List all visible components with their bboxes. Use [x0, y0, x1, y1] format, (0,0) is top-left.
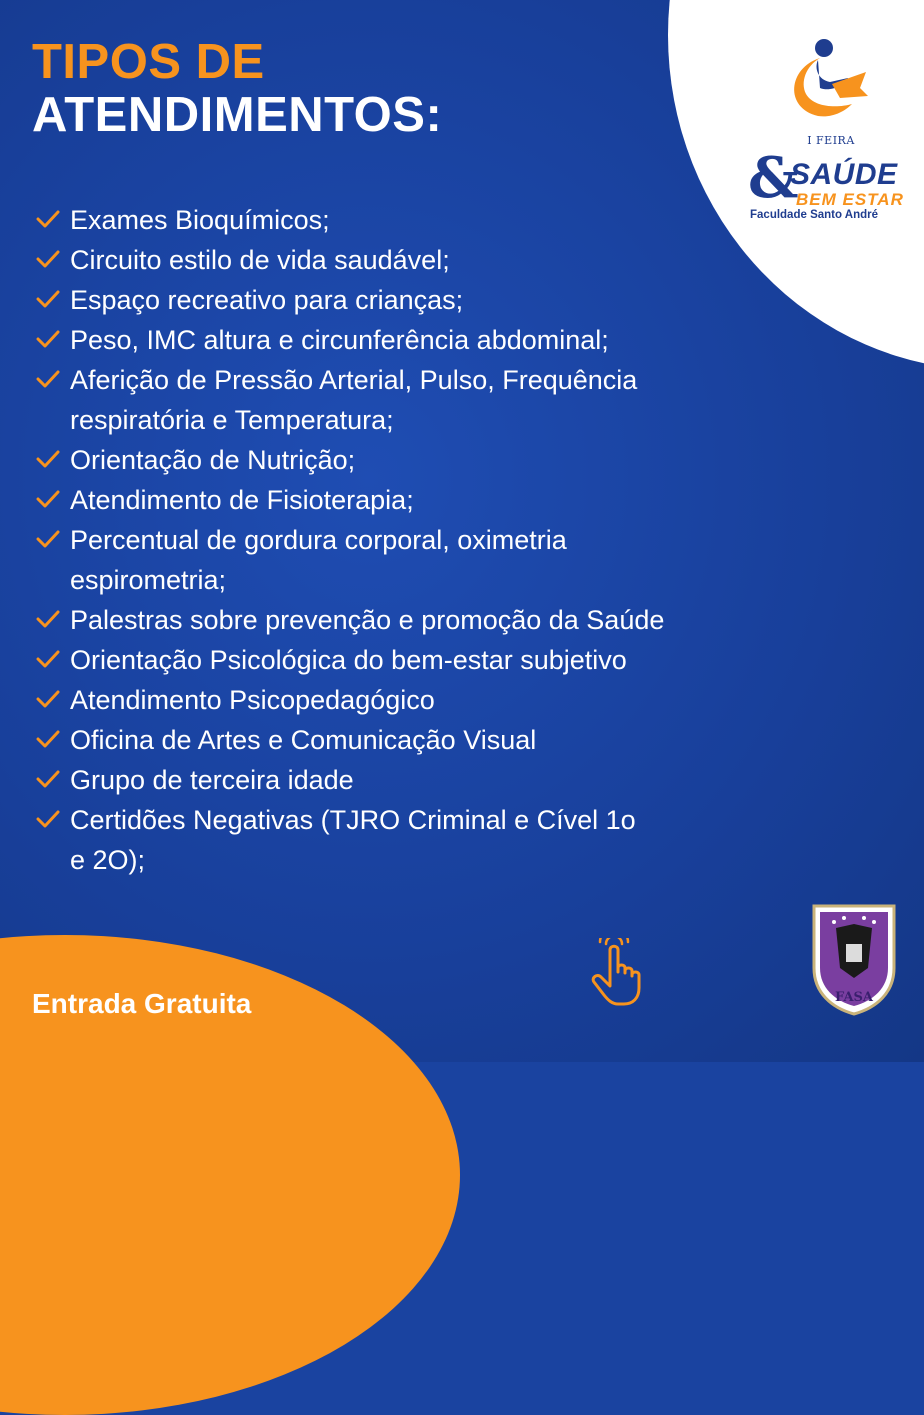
logo-saude-label: SAÚDE	[790, 158, 898, 191]
list-item	[34, 680, 814, 720]
list-item	[34, 280, 814, 320]
logo-ampersand: &	[748, 145, 799, 211]
list-item	[34, 720, 814, 760]
list-item	[34, 320, 814, 360]
check-icon	[36, 530, 60, 548]
pointing-hand-icon	[588, 938, 644, 1008]
check-icon	[36, 690, 60, 708]
list-item-text: Certidões Negativas (TJRO Criminal e Cível 1o	[70, 805, 636, 835]
list-item	[34, 640, 814, 680]
list-item	[34, 240, 814, 280]
check-icon	[36, 250, 60, 268]
free-entry-label: Entrada Gratuita	[32, 988, 252, 1019]
list-item	[34, 600, 814, 640]
page-title	[32, 36, 442, 142]
list-item-text: Exames Bioquímicos;	[70, 205, 330, 235]
list-item-text: Aferição de Pressão Arterial, Pulso, Frequência	[70, 365, 638, 395]
logo-feira-label: I FEIRA	[807, 134, 855, 147]
list-item-text-continued: espirometria;	[70, 565, 227, 595]
list-item-text: Percentual de gordura corporal, oximetria	[70, 525, 567, 555]
list-item-text: Espaço recreativo para crianças;	[70, 285, 464, 315]
list-item	[34, 760, 814, 800]
list-item-text: Circuito estilo de vida saudável;	[70, 245, 450, 275]
list-item-text: Palestras sobre prevenção e promoção da Saúde	[70, 605, 665, 635]
title-line-1: TIPOS DE	[32, 35, 265, 89]
check-icon	[36, 490, 60, 508]
check-icon	[36, 370, 60, 388]
check-icon	[36, 650, 60, 668]
check-icon	[36, 730, 60, 748]
services-list	[34, 200, 814, 880]
check-icon	[36, 450, 60, 468]
list-item-text-continued: respiratória e Temperatura;	[70, 405, 394, 435]
check-icon	[36, 770, 60, 788]
list-item-text-continued: e 2O);	[70, 845, 146, 875]
logo-faculdade-label: Faculdade Santo André	[750, 209, 879, 221]
check-icon	[36, 330, 60, 348]
check-icon	[36, 290, 60, 308]
list-item	[34, 800, 814, 880]
check-icon	[36, 810, 60, 828]
list-item	[34, 440, 814, 480]
list-item	[34, 360, 814, 440]
list-item-text: Orientação Psicológica do bem-estar subjetivo	[70, 645, 627, 675]
check-icon	[36, 210, 60, 228]
list-item	[34, 520, 814, 600]
list-item-text: Grupo de terceira idade	[70, 765, 354, 795]
check-icon	[36, 610, 60, 628]
list-item-text: Atendimento Psicopedagógico	[70, 685, 435, 715]
list-item-text: Peso, IMC altura e circunferência abdominal;	[70, 325, 609, 355]
list-item-text: Oficina de Artes e Comunicação Visual	[70, 725, 537, 755]
logo-bem-estar-label: BEM ESTAR	[796, 190, 904, 209]
list-item-text: Atendimento de Fisioterapia;	[70, 485, 414, 515]
list-item	[34, 200, 814, 240]
fasa-seal-label: FASA	[834, 990, 874, 1005]
list-item	[34, 480, 814, 520]
title-line-2: ATENDIMENTOS:	[32, 88, 443, 142]
list-item-text: Orientação de Nutrição;	[70, 445, 356, 475]
